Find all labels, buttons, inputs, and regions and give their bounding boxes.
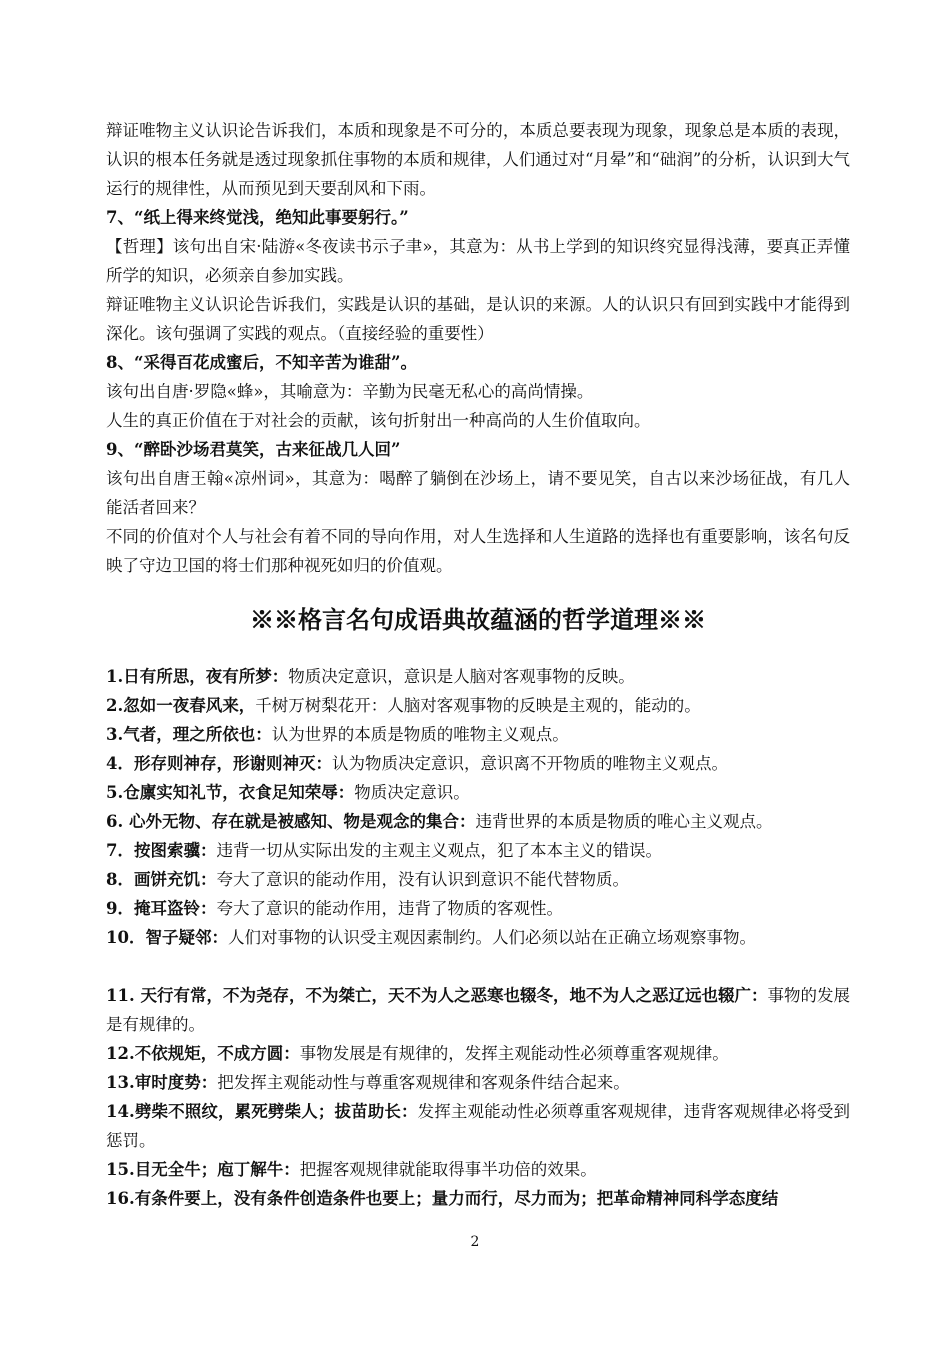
proverb-item-heading: 8．画饼充饥： [106, 870, 217, 889]
proverb-item [106, 691, 850, 720]
proverb-item-text: 物质决定意识，意识是人脑对客观事物的反映。 [288, 667, 635, 686]
paragraph-text: 辩证唯物主义认识论告诉我们，本质和现象是不可分的，本质总要表现为现象，现象总是本质的表现，认识的根本任务就是透过现象抓住事物的本质和规律，人们通过对“月晕”和“础润”的分析，认识到大气运行的规律性，从而预见到天要刮风和下雨。 [106, 121, 850, 198]
proverb-item [106, 1097, 850, 1155]
proverb-item [106, 923, 850, 952]
proverb-item-text: 把发挥主观能动性与尊重客观规律和客观条件结合起来。 [217, 1073, 630, 1092]
paragraph [106, 464, 850, 522]
proverb-item-heading: 7．按图索骥： [106, 841, 217, 860]
page-number: 2 [470, 1234, 480, 1250]
paragraph [106, 232, 850, 290]
paragraph [106, 435, 850, 464]
proverb-item [106, 981, 850, 1039]
proverb-item [106, 749, 850, 778]
paragraph-heading: 7、“纸上得来终觉浅，绝知此事要躬行。” [106, 208, 409, 227]
proverb-item-text: 事物的发展是有规律的。 [106, 986, 851, 1034]
paragraph [106, 203, 850, 232]
proverb-item [106, 894, 850, 923]
paragraph [106, 522, 850, 580]
proverb-item-heading: 5.仓廪实知礼节，衣食足知荣辱： [106, 783, 355, 802]
proverb-item [106, 662, 850, 691]
proverb-item-heading: 9．掩耳盗铃： [106, 899, 217, 918]
proverb-item [106, 1155, 850, 1184]
proverb-item-text: 违背世界的本质是物质的唯心主义观点。 [475, 812, 773, 831]
proverb-item-heading: 3.气者，理之所依也： [106, 725, 272, 744]
proverb-item [106, 1068, 850, 1097]
proverb-item-heading: 11. 天行有常，不为尧存，不为桀亡，天不为人之恶寒也辍冬，地不为人之恶辽远也辍广： [106, 986, 768, 1005]
proverb-item-text: 物质决定意识。 [354, 783, 470, 802]
paragraph [106, 406, 850, 435]
paragraph-text: 该句出自唐·罗隐«蜂»，其喻意为：辛勤为民毫无私心的高尚情操。 [106, 382, 594, 401]
proverb-item [106, 865, 850, 894]
document-body [106, 116, 850, 1213]
proverb-item [106, 807, 850, 836]
proverb-item-text: 认为物质决定意识，意识离不开物质的唯物主义观点。 [331, 754, 728, 773]
paragraph [106, 348, 850, 377]
paragraph [106, 290, 850, 348]
proverb-item [106, 778, 850, 807]
proverb-item-text: 事物发展是有规律的，发挥主观能动性必须尊重客观规律。 [299, 1044, 729, 1063]
proverb-item-heading: 15.目无全牛；庖丁解牛： [106, 1160, 300, 1179]
proverb-item-heading: 1.日有所思，夜有所梦： [106, 667, 289, 686]
proverb-item-text: 发挥主观能动性必须尊重客观规律，违背客观规律必将受到惩罚。 [106, 1102, 851, 1150]
proverb-item-text: 夸大了意识的能动作用，违背了物质的客观性。 [216, 899, 563, 918]
paragraph [106, 116, 850, 203]
paragraph-text: 不同的价值对个人与社会有着不同的导向作用，对人生选择和人生道路的选择也有重要影响，该名句反映了守边卫国的将士们那种视死如归的价值观。 [106, 527, 850, 575]
proverb-item [106, 836, 850, 865]
proverb-item [106, 720, 850, 749]
proverb-item-heading: 13.审时度势： [106, 1073, 218, 1092]
paragraph-text: 【哲理】该句出自宋·陆游«冬夜读书示子聿»，其意为：从书上学到的知识终究显得浅薄，要真正弄懂所学的知识，必须亲自参加实践。 [106, 237, 850, 285]
paragraph-heading: 9、“醉卧沙场君莫笑，古来征战几人回” [106, 440, 401, 459]
proverb-item-heading: 2.忽如一夜春风来， [106, 696, 256, 715]
proverb-item-heading: 6. 心外无物、存在就是被感知、物是观念的集合： [106, 812, 476, 831]
proverb-item [106, 1184, 850, 1213]
section-title: ※※格言名句成语典故蕴涵的哲学道理※※ [250, 605, 706, 634]
paragraph-heading: 8、“采得百花成蜜后，不知辛苦为谁甜”。 [106, 353, 417, 372]
proverb-item-heading: 4．形存则神存，形谢则神灭： [106, 754, 332, 773]
top-paragraphs [106, 116, 850, 580]
proverb-item-text: 把握客观规律就能取得事半功倍的效果。 [299, 1160, 597, 1179]
proverb-list-1 [106, 662, 850, 952]
paragraph-gap [106, 952, 850, 981]
proverb-list-2 [106, 981, 850, 1213]
proverb-item-heading: 12.不依规矩，不成方圆： [106, 1044, 300, 1063]
proverb-item-heading: 10．智子疑邻： [106, 928, 228, 947]
proverb-item-text: 人们对事物的认识受主观因素制约。人们必须以站在正确立场观察事物。 [227, 928, 756, 947]
proverb-item-text: 认为世界的本质是物质的唯物主义观点。 [271, 725, 569, 744]
proverb-item [106, 1039, 850, 1068]
proverb-item-heading: 14.劈柴不照纹，累死劈柴人；拔苗助长： [106, 1102, 418, 1121]
paragraph-text: 辩证唯物主义认识论告诉我们，实践是认识的基础，是认识的来源。人的认识只有回到实践中才能得到深化。该句强调了实践的观点。（直接经验的重要性） [106, 295, 850, 343]
proverb-item-heading: 16.有条件要上，没有条件创造条件也要上；量力而行，尽力而为；把革命精神同科学态度结 [106, 1189, 779, 1208]
proverb-item-text: 千树万树梨花开：人脑对客观事物的反映是主观的，能动的。 [255, 696, 701, 715]
paragraph [106, 377, 850, 406]
paragraph-text: 人生的真正价值在于对社会的贡献，该句折射出一种高尚的人生价值取向。 [106, 411, 651, 430]
paragraph-text: 该句出自唐王翰«凉州词»，其意为：喝醉了躺倒在沙场上，请不要见笑，自古以来沙场征战，有几人能活者回来？ [106, 469, 850, 517]
proverb-item-text: 违背一切从实际出发的主观主义观点，犯了本本主义的错误。 [216, 841, 662, 860]
proverb-item-text: 夸大了意识的能动作用，没有认识到意识不能代替物质。 [216, 870, 629, 889]
